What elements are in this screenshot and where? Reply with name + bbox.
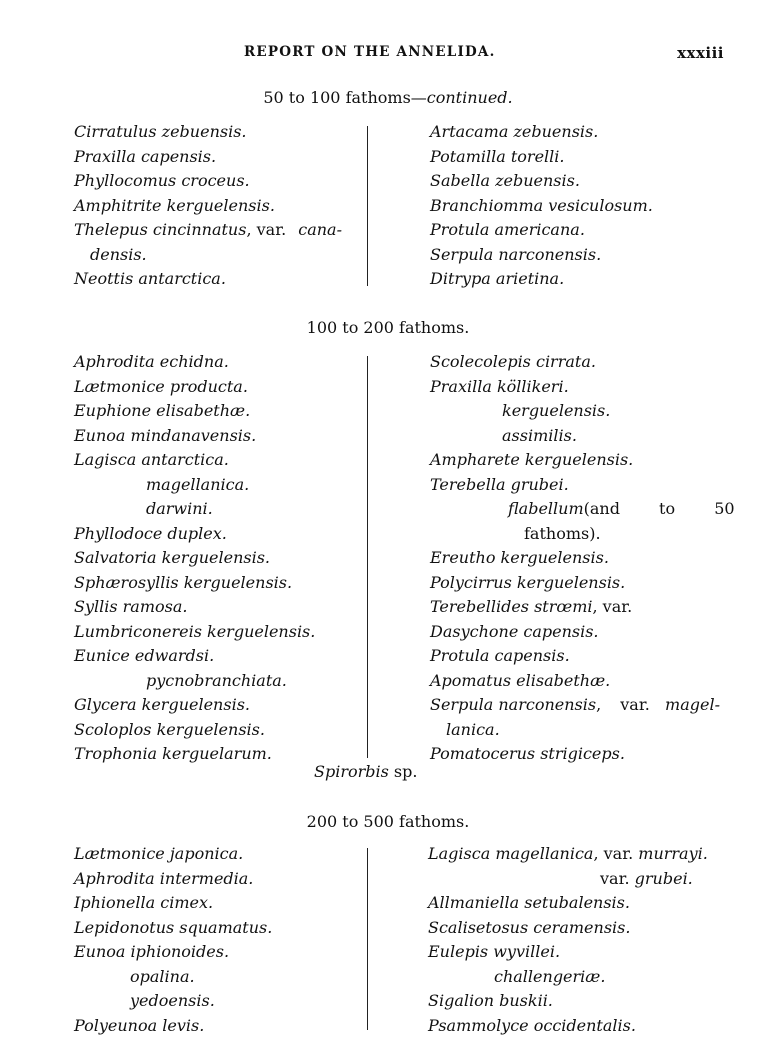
list-item: Praxilla köllikeri. bbox=[430, 376, 569, 396]
var-label: , var. bbox=[596, 695, 650, 714]
list-item: Protula capensis. bbox=[430, 646, 570, 665]
species-list-right-50-100 bbox=[430, 120, 653, 292]
list-item: Scalisetosus ceramensis. bbox=[428, 917, 631, 937]
variety-name: grubei. bbox=[634, 868, 693, 888]
list-item: Dasychone capensis. bbox=[430, 621, 599, 641]
column-divider bbox=[367, 126, 368, 286]
list-item: Eunoa mindanavensis. bbox=[74, 425, 257, 445]
list-item: Ampharete kerguelensis. bbox=[430, 450, 634, 469]
species-name: Spirorbis bbox=[314, 762, 389, 781]
species-name: flabellum bbox=[508, 499, 584, 518]
heading-continued: continued. bbox=[426, 88, 513, 107]
list-item bbox=[430, 595, 720, 620]
spirorbis-entry bbox=[314, 762, 417, 781]
var-label: var. bbox=[600, 868, 630, 888]
list-item: Amphitrite kerguelensis. bbox=[74, 195, 275, 215]
species-name: Serpula narconensis bbox=[430, 695, 597, 714]
list-item: Lagisca antarctica. bbox=[74, 450, 229, 469]
list-item: Glycera kerguelensis. bbox=[74, 695, 250, 714]
list-item: Lætmonice japonica. bbox=[74, 844, 244, 863]
heading-text: 50 to 100 fathoms— bbox=[263, 88, 427, 107]
list-item: challengeriæ. bbox=[494, 966, 606, 986]
list-item: Serpula narconensis. bbox=[430, 244, 602, 264]
list-item: assimilis. bbox=[502, 425, 577, 445]
list-item: Ereutho kerguelensis. bbox=[430, 548, 609, 567]
list-item: yedoensis. bbox=[130, 991, 215, 1010]
list-item: Ditrypa arietina. bbox=[430, 269, 565, 288]
list-item: Iphionella cimex. bbox=[74, 893, 214, 912]
section-heading-50-100 bbox=[0, 88, 776, 107]
list-item: Lumbriconereis kerguelensis. bbox=[74, 621, 316, 641]
list-item: Sabella zebuensis. bbox=[430, 171, 580, 190]
list-item: Allmaniella setubalensis. bbox=[428, 893, 630, 912]
page-number: xxxiii bbox=[677, 44, 724, 62]
list-item: Aphrodita intermedia. bbox=[74, 868, 254, 888]
list-item bbox=[430, 497, 735, 522]
section-heading-100-200: 100 to 200 fathoms. bbox=[306, 318, 470, 337]
species-name: Terebellides strœmi bbox=[430, 597, 593, 616]
list-item: Sphærosyllis kerguelensis. bbox=[74, 572, 293, 592]
list-item: densis. bbox=[90, 244, 147, 264]
list-item bbox=[428, 842, 708, 867]
list-item: Aphrodita echidna. bbox=[74, 352, 229, 371]
species-name: Lagisca magellanica bbox=[428, 844, 594, 863]
list-item: magellanica. bbox=[146, 474, 250, 494]
list-item: Lætmonice producta. bbox=[74, 376, 248, 396]
list-item: Sigalion buskii. bbox=[428, 991, 553, 1010]
list-item: Polyeunoa levis. bbox=[74, 1015, 205, 1035]
list-item: Psammolyce occidentalis. bbox=[428, 1015, 636, 1035]
species-list-left-100-200 bbox=[74, 350, 315, 767]
list-item: Apomatus elisabethæ. bbox=[430, 670, 611, 690]
species-list-left-200-500 bbox=[74, 842, 272, 1038]
list-item: Syllis ramosa. bbox=[74, 597, 188, 616]
note-text: (and to 50 bbox=[583, 499, 735, 518]
species-name: Thelepus cincinnatus bbox=[74, 220, 247, 239]
species-fragment: cana- bbox=[298, 220, 342, 239]
species-list-right-100-200 bbox=[430, 350, 735, 767]
species-fragment: magel- bbox=[665, 695, 720, 714]
list-item: opalina. bbox=[130, 966, 195, 986]
list-item bbox=[430, 693, 720, 718]
list-item: Potamilla torelli. bbox=[430, 146, 565, 166]
list-item: Praxilla capensis. bbox=[74, 146, 217, 166]
list-item: Scoloplos kerguelensis. bbox=[74, 719, 265, 739]
list-item: Phyllocomus croceus. bbox=[74, 171, 250, 190]
list-item: Eunoa iphionoides. bbox=[74, 942, 230, 961]
list-item: pycnobranchiata. bbox=[146, 670, 287, 690]
running-title: REPORT ON THE ANNELIDA. bbox=[244, 44, 496, 60]
list-item: Phyllodoce duplex. bbox=[74, 523, 227, 543]
list-item: fathoms). bbox=[524, 523, 601, 543]
list-item: Branchiomma vesiculosum. bbox=[430, 195, 653, 215]
list-item: darwini. bbox=[146, 499, 213, 518]
list-item: kerguelensis. bbox=[502, 401, 611, 420]
variety-name: murrayi. bbox=[638, 844, 708, 863]
list-item: Neottis antarctica. bbox=[74, 269, 226, 288]
list-item: Eunice edwardsi. bbox=[74, 646, 215, 665]
list-item: Cirratulus zebuensis. bbox=[74, 122, 247, 141]
list-item: Scolecolepis cirrata. bbox=[430, 352, 596, 371]
species-list-right-200-500 bbox=[428, 842, 708, 1038]
list-item: Eulepis wyvillei. bbox=[428, 942, 561, 961]
list-item bbox=[428, 867, 708, 892]
var-label: , var. bbox=[593, 844, 634, 863]
section-heading-200-500: 200 to 500 fathoms. bbox=[306, 812, 470, 831]
sp-label: sp. bbox=[388, 762, 418, 781]
list-item: Trophonia kerguelarum. bbox=[74, 744, 272, 763]
var-label: , var. bbox=[592, 597, 633, 616]
list-item: Polycirrus kerguelensis. bbox=[430, 572, 626, 592]
list-item: Artacama zebuensis. bbox=[430, 122, 599, 141]
list-item: Protula americana. bbox=[430, 220, 585, 239]
list-item: lanica. bbox=[446, 719, 500, 739]
column-divider bbox=[367, 848, 368, 1030]
column-divider bbox=[367, 356, 368, 758]
list-item: Salvatoria kerguelensis. bbox=[74, 548, 270, 567]
list-item: Pomatocerus strigiceps. bbox=[430, 744, 625, 763]
running-header bbox=[0, 40, 776, 64]
list-item: Euphione elisabethæ. bbox=[74, 401, 251, 420]
var-label: , var. bbox=[246, 220, 287, 239]
species-list-left-50-100 bbox=[74, 120, 342, 292]
list-item bbox=[74, 218, 342, 243]
list-item: Lepidonotus squamatus. bbox=[74, 917, 273, 937]
list-item: Terebella grubei. bbox=[430, 474, 569, 494]
